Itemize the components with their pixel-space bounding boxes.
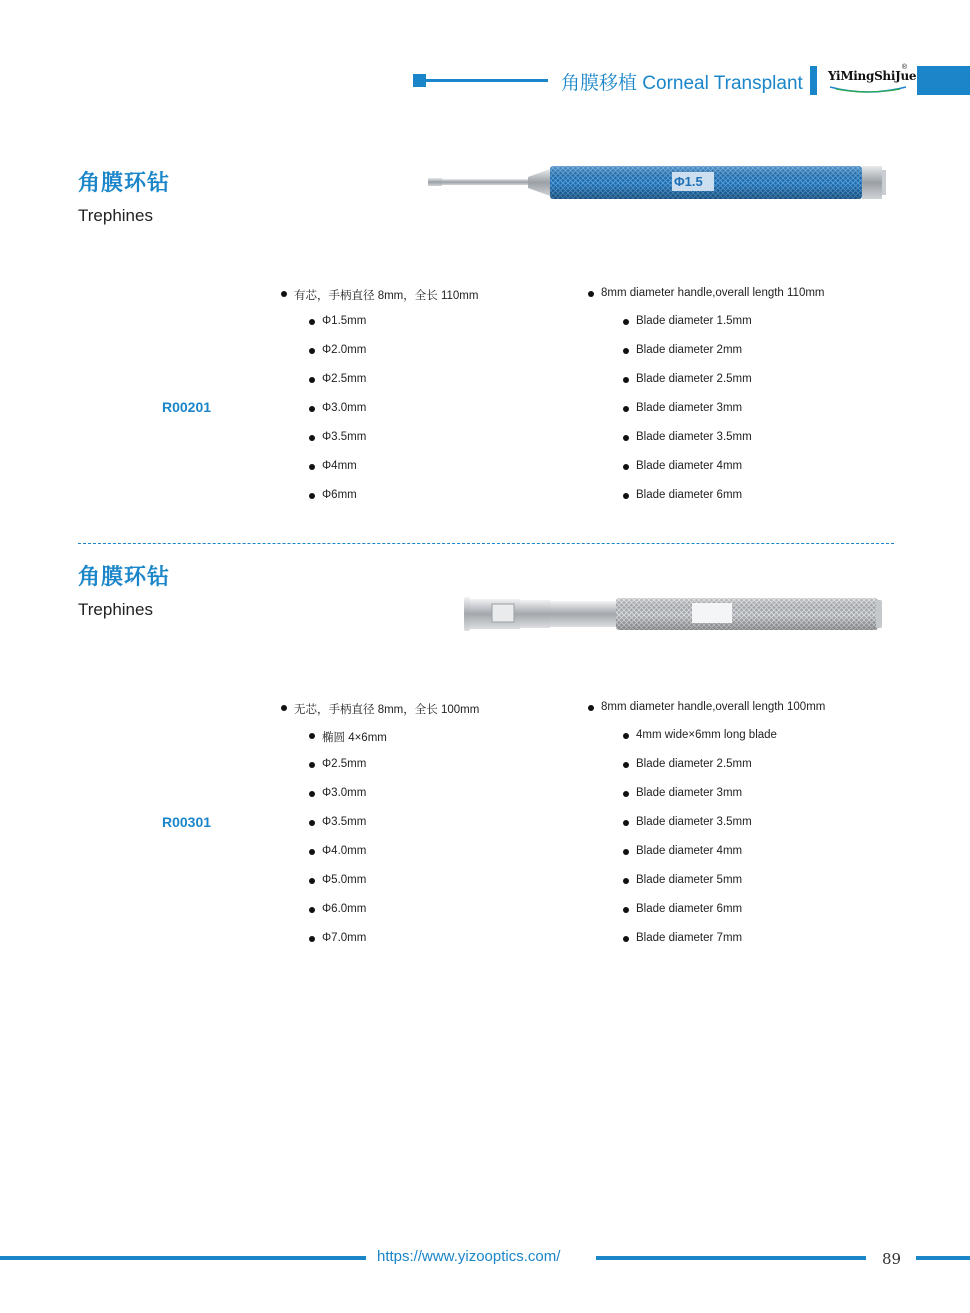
section-divider [78,543,894,544]
footer-url-link[interactable]: https://www.yizooptics.com/ [377,1248,561,1265]
spec-cn-item: Φ3.0mm [309,787,366,799]
spec-en-item: Blade diameter 4mm [623,460,742,472]
spec-en-item: Blade diameter 3.5mm [623,816,752,828]
spec-en-item: Blade diameter 2.5mm [623,373,752,385]
spec-en-item: 4mm wide×6mm long blade [623,729,777,741]
trephine-r00201-image [428,163,888,203]
spec-cn-item: Φ3.5mm [309,816,366,828]
header-block [917,66,970,95]
header-title: 角膜移植 Corneal Transplant [561,73,803,94]
spec-cn-main: 无芯，手柄直径 8mm，全长 100mm [281,701,479,717]
product-code-r00201: R00201 [162,399,212,415]
brand-logo [826,64,917,96]
spec-en-item: Blade diameter 3mm [623,402,742,414]
section-2-title-cn: 角膜环钻 [78,564,171,589]
spec-en-item: Blade diameter 1.5mm [623,315,752,327]
logo-registered-mark: ® [901,64,907,71]
spec-en-item: Blade diameter 7mm [623,932,742,944]
spec-en-item: Blade diameter 5mm [623,874,742,886]
spec-cn-item: Φ2.5mm [309,373,366,385]
header-square [413,74,426,87]
spec-cn-item: Φ6.0mm [309,903,366,915]
spec-en-main: 8mm diameter handle,overall length 110mm [588,287,825,299]
spec-cn-item: Φ1.5mm [309,315,366,327]
spec-cn-main: 有芯，手柄直径 8mm，全长 110mm [281,287,478,303]
section-2-title-en: Trephines [78,600,153,619]
spec-en-item: Blade diameter 3mm [623,787,742,799]
header-line [426,79,548,82]
section-1-title-cn: 角膜环钻 [78,170,171,195]
spec-en-item: Blade diameter 2.5mm [623,758,752,770]
spec-cn-item: 椭圆 4×6mm [309,729,387,745]
footer-line-end [916,1256,970,1260]
spec-en-item: Blade diameter 6mm [623,489,742,501]
trephine-r00301-image [464,595,884,633]
header-bar [810,66,817,95]
spec-en-item: Blade diameter 2mm [623,344,742,356]
spec-en-item: Blade diameter 4mm [623,845,742,857]
spec-cn-item: Φ5.0mm [309,874,366,886]
section-1-title-en: Trephines [78,206,153,225]
spec-cn-item: Φ2.5mm [309,758,366,770]
spec-cn-item: Φ7.0mm [309,932,366,944]
spec-en-item: Blade diameter 3.5mm [623,431,752,443]
footer-line-left [0,1256,366,1260]
spec-cn-item: Φ3.5mm [309,431,366,443]
spec-en-main: 8mm diameter handle,overall length 100mm [588,701,825,713]
product-code-r00301: R00301 [162,814,212,830]
footer-line-right [596,1256,866,1260]
page-number: 89 [882,1250,902,1268]
spec-cn-item: Φ3.0mm [309,402,366,414]
logo-swoosh-icon [826,85,910,95]
logo-text: YiMingShiJue [828,69,917,83]
spec-cn-item: Φ2.0mm [309,344,366,356]
spec-cn-item: Φ6mm [309,489,357,501]
handle-label: Φ1.5 [674,174,703,189]
spec-cn-item: Φ4mm [309,460,357,472]
spec-en-item: Blade diameter 6mm [623,903,742,915]
spec-cn-item: Φ4.0mm [309,845,366,857]
